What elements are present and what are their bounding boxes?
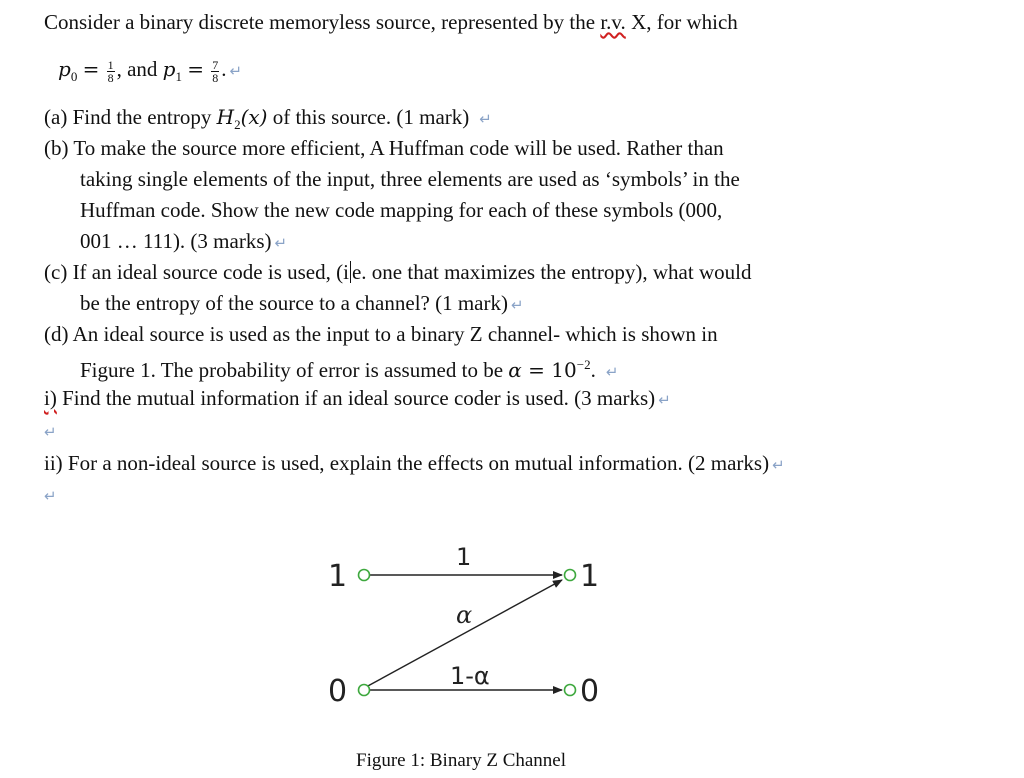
part-a-label: (a)	[44, 105, 68, 129]
part-b-line2: taking single elements of the input, three elements are used as ‘symbols’ in the	[80, 167, 740, 191]
input-node-0	[359, 685, 370, 696]
p0-equals: =	[82, 57, 100, 81]
p0-symbol: p	[58, 57, 71, 81]
return-icon: ↵	[658, 391, 671, 409]
part-c-line2	[80, 290, 524, 318]
output-node-1	[565, 570, 576, 581]
input-node-1	[359, 570, 370, 581]
intro-line	[44, 9, 738, 35]
part-d-label: (d)	[44, 322, 69, 346]
part-b-line4	[80, 228, 287, 256]
return-icon: ↵	[479, 110, 492, 128]
alpha-exponent: −2	[576, 357, 591, 372]
p1-denominator: 8	[212, 70, 219, 85]
part-d-period: .	[590, 358, 596, 382]
p0-numerator: 1	[107, 57, 114, 72]
rv-abbrev: r.v.	[600, 10, 626, 34]
return-icon: ↵	[44, 423, 57, 441]
return-icon: ↵	[511, 296, 524, 314]
part-i-label: i)	[44, 386, 57, 410]
p1-fraction	[211, 59, 219, 84]
intro-text: Consider a binary discrete memoryless source, represented by the	[44, 10, 601, 34]
part-a-text: Find the entropy	[72, 105, 217, 129]
return-icon: ↵	[44, 487, 57, 505]
p1-period: .	[221, 57, 227, 81]
p1-subscript: 1	[175, 69, 182, 85]
intro-text-after: X, for which	[625, 10, 738, 34]
entropy-symbol: H	[216, 105, 235, 129]
p0-fraction	[107, 59, 115, 84]
input-label-1: 1	[328, 559, 348, 594]
output-node-0	[565, 685, 576, 696]
return-icon: ↵	[605, 363, 619, 381]
alpha-equals: =	[521, 358, 552, 382]
edge-label-top: 1	[456, 543, 472, 571]
input-label-0: 0	[328, 674, 348, 709]
part-d-line2	[80, 352, 618, 385]
z-channel-diagram	[300, 530, 620, 710]
alpha-symbol: α	[508, 358, 522, 382]
part-c-text-end: be the entropy of the source to a channel? (1 mark)	[80, 291, 508, 315]
part-ii-text: ii) For a non-ideal source is used, explain the effects on mutual information. (2 marks)	[44, 451, 770, 475]
part-b-text: To make the source more efficient, A Huffman code will be used. Rather than	[73, 136, 724, 160]
part-i-text: Find the mutual information if an ideal source coder is used. (3 marks)	[56, 386, 656, 410]
part-ii	[44, 450, 785, 478]
entropy-subscript: 2	[234, 117, 241, 133]
part-d-line1	[44, 321, 718, 347]
and-word: and	[127, 57, 158, 81]
return-icon: ↵	[274, 234, 288, 252]
part-b-text-end: 001 … 111). (3 marks)	[80, 229, 272, 253]
figure-caption: Figure 1: Binary Z Channel	[356, 750, 567, 771]
part-d-text-before: Figure 1. The probability of error is assumed to be	[80, 358, 509, 382]
alpha-base: 10	[551, 358, 577, 382]
output-label-0: 0	[580, 674, 600, 709]
entropy-argument: (x)	[240, 105, 268, 129]
return-icon: ↵	[772, 456, 785, 474]
part-a-text-after: of this source. (1 mark)	[267, 105, 470, 129]
p0-denominator: 8	[107, 70, 114, 85]
part-a	[44, 104, 492, 138]
empty-paragraph-1	[44, 417, 57, 445]
edge-label-one-minus-alpha: 1-α	[450, 662, 490, 690]
p1-equals: =	[187, 57, 204, 81]
p0-comma: ,	[116, 57, 122, 81]
part-c-label: (c)	[44, 260, 68, 284]
part-c-line1	[44, 259, 751, 285]
part-d-text: An ideal source is used as the input to a binary Z channel- which is shown in	[72, 322, 718, 346]
part-b-line1	[44, 135, 724, 161]
part-b-line3: Huffman code. Show the new code mapping for each of these symbols (000,	[80, 198, 723, 222]
output-label-1: 1	[580, 559, 600, 594]
p1-numerator: 7	[212, 57, 219, 72]
return-icon: ↵	[229, 62, 243, 80]
p1-symbol: p	[162, 57, 176, 81]
probabilities-line	[58, 56, 242, 90]
edge-label-alpha: α	[456, 601, 473, 629]
part-i	[44, 385, 671, 413]
part-b-label: (b)	[44, 136, 69, 160]
part-c-text-after: e. one that maximizes the entropy), what would	[351, 260, 752, 284]
empty-paragraph-2	[44, 481, 57, 509]
part-c-text: If an ideal source code is used, (i	[72, 260, 349, 284]
text-cursor	[350, 261, 351, 283]
p0-subscript: 0	[70, 69, 78, 85]
